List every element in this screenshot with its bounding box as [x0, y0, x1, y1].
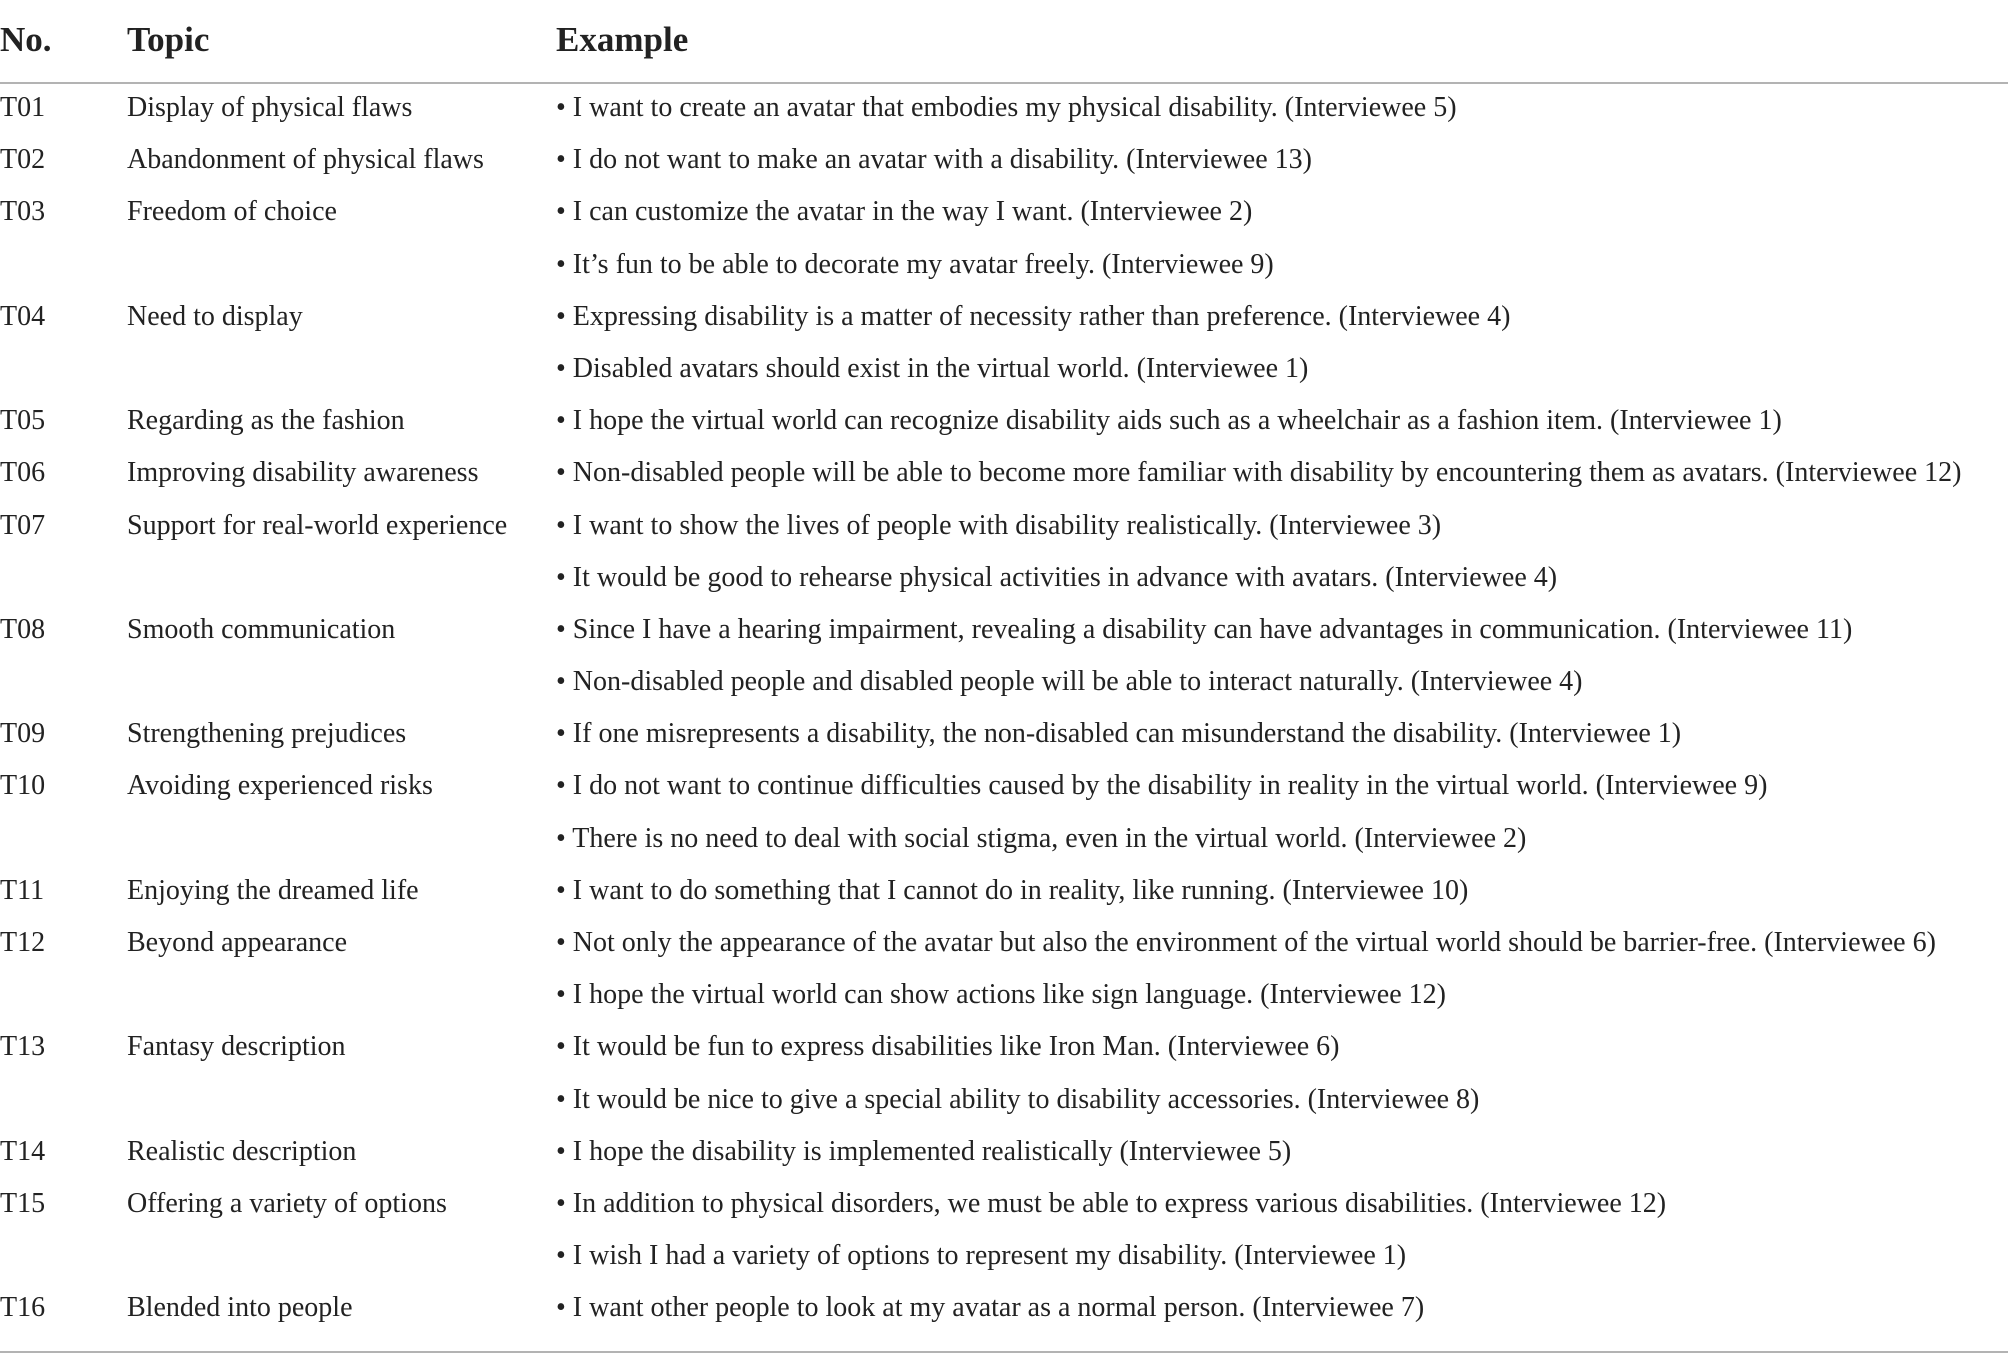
table-row — [0, 919, 2008, 971]
cell-topic: Realistic description — [127, 1135, 357, 1167]
table-row — [0, 1076, 2008, 1128]
cell-example: • Expressing disability is a matter of necessity rather than preference. (Interviewee 4) — [556, 300, 1511, 332]
cell-topic: Display of physical flaws — [127, 92, 413, 123]
cell-example: • I do not want to continue difficulties caused by the disability in reality in the virtual world. (Interviewee 9) — [556, 770, 1768, 802]
cell-no: T11 — [0, 874, 45, 906]
cell-topic: Offering a variety of options — [127, 1187, 447, 1219]
header-topic: Topic — [127, 20, 210, 59]
cell-example: • I want to do something that I cannot do in reality, like running. (Interviewee 10) — [556, 874, 1469, 906]
cell-no: T06 — [0, 457, 46, 489]
cell-topic: Strengthening prejudices — [127, 718, 407, 750]
cell-no: T02 — [0, 144, 46, 176]
cell-no: T01 — [0, 92, 46, 123]
cell-no: T09 — [0, 718, 46, 750]
table-row — [0, 867, 2008, 919]
cell-example: • I can customize the avatar in the way I want. (Interviewee 2) — [556, 196, 1253, 228]
table-row — [0, 606, 2008, 658]
cell-topic: Avoiding experienced risks — [127, 770, 433, 802]
cell-example: • I want to create an avatar that embodies my physical disability. (Interviewee 5) — [556, 92, 1457, 123]
table-row — [0, 762, 2008, 814]
cell-example: • Non-disabled people will be able to become more familiar with disability by encountering them as avatars. (Interviewee 12) — [556, 457, 1962, 489]
cell-example: • Since I have a hearing impairment, revealing a disability can have advantages in communication. (Interviewee 11) — [556, 613, 1853, 645]
cell-example: • Not only the appearance of the avatar but also the environment of the virtual world should be barrier-free. (Interviewee 6) — [556, 927, 1936, 958]
table-row — [0, 1023, 2008, 1075]
table-row — [0, 1232, 2008, 1284]
cell-topic: Beyond appearance — [127, 927, 347, 958]
cell-no: T05 — [0, 405, 46, 437]
cell-example: • I wish I had a variety of options to represent my disability. (Interviewee 1) — [556, 1240, 1407, 1272]
table-row — [0, 971, 2008, 1023]
table-row — [0, 188, 2008, 240]
cell-no: T15 — [0, 1187, 46, 1219]
cell-topic: Enjoying the dreamed life — [127, 874, 419, 906]
table-row — [0, 658, 2008, 710]
cell-no: T14 — [0, 1135, 46, 1167]
cell-example: • Disabled avatars should exist in the virtual world. (Interviewee 1) — [556, 352, 1309, 384]
table-row — [0, 710, 2008, 762]
header-no: No. — [0, 20, 52, 59]
table-row — [0, 1284, 2008, 1336]
cell-example: • I want to show the lives of people with disability realistically. (Interviewee 3) — [556, 509, 1442, 541]
cell-topic: Improving disability awareness — [127, 457, 479, 489]
cell-example: • I hope the disability is implemented realistically (Interviewee 5) — [556, 1135, 1292, 1167]
cell-topic: Support for real-world experience — [127, 509, 508, 541]
table-row — [0, 502, 2008, 554]
table-row — [0, 449, 2008, 501]
table-row — [0, 554, 2008, 606]
table-row — [0, 397, 2008, 449]
cell-no: T13 — [0, 1031, 46, 1063]
table-row — [0, 345, 2008, 397]
cell-topic: Regarding as the fashion — [127, 405, 405, 437]
table-header-row — [0, 0, 2008, 84]
cell-topic: Need to display — [127, 300, 303, 332]
cell-no: T16 — [0, 1292, 46, 1324]
table-body — [0, 84, 2008, 1337]
cell-no: T10 — [0, 770, 46, 802]
table-row — [0, 136, 2008, 188]
cell-no: T07 — [0, 509, 46, 541]
cell-example: • It would be nice to give a special ability to disability accessories. (Interviewee 8) — [556, 1083, 1480, 1115]
cell-no: T12 — [0, 927, 46, 958]
cell-topic: Smooth communication — [127, 613, 396, 645]
cell-example: • If one misrepresents a disability, the non-disabled can misunderstand the disability. (Interviewee 1) — [556, 718, 1682, 750]
cell-example: • I do not want to make an avatar with a disability. (Interviewee 13) — [556, 144, 1312, 176]
cell-no: T04 — [0, 300, 46, 332]
table-bottom-rule — [0, 1351, 2008, 1353]
header-example: Example — [556, 20, 689, 59]
cell-no: T08 — [0, 613, 46, 645]
table-row — [0, 241, 2008, 293]
table-row — [0, 1180, 2008, 1232]
table-row — [0, 1128, 2008, 1180]
cell-example: • In addition to physical disorders, we must be able to express various disabilities. (Interviewee 12) — [556, 1187, 1667, 1219]
cell-topic: Blended into people — [127, 1292, 353, 1324]
cell-topic: Fantasy description — [127, 1031, 346, 1063]
cell-example: • There is no need to deal with social stigma, even in the virtual world. (Interviewee 2) — [556, 822, 1527, 854]
table-row — [0, 293, 2008, 345]
table-row — [0, 815, 2008, 867]
cell-topic: Freedom of choice — [127, 196, 337, 228]
cell-example: • It would be good to rehearse physical activities in advance with avatars. (Interviewee 4) — [556, 561, 1558, 593]
cell-example: • Non-disabled people and disabled people will be able to interact naturally. (Interviewee 4) — [556, 666, 1583, 698]
cell-example: • I hope the virtual world can show actions like sign language. (Interviewee 12) — [556, 979, 1446, 1011]
cell-example: • I hope the virtual world can recognize disability aids such as a wheelchair as a fashion item. (Interviewee 1) — [556, 405, 1782, 437]
cell-topic: Abandonment of physical flaws — [127, 144, 484, 176]
cell-example: • I want other people to look at my avatar as a normal person. (Interviewee 7) — [556, 1292, 1425, 1324]
cell-example: • It would be fun to express disabilities like Iron Man. (Interviewee 6) — [556, 1031, 1340, 1063]
table-row — [0, 84, 2008, 136]
cell-no: T03 — [0, 196, 46, 228]
cell-example: • It’s fun to be able to decorate my avatar freely. (Interviewee 9) — [556, 248, 1274, 280]
